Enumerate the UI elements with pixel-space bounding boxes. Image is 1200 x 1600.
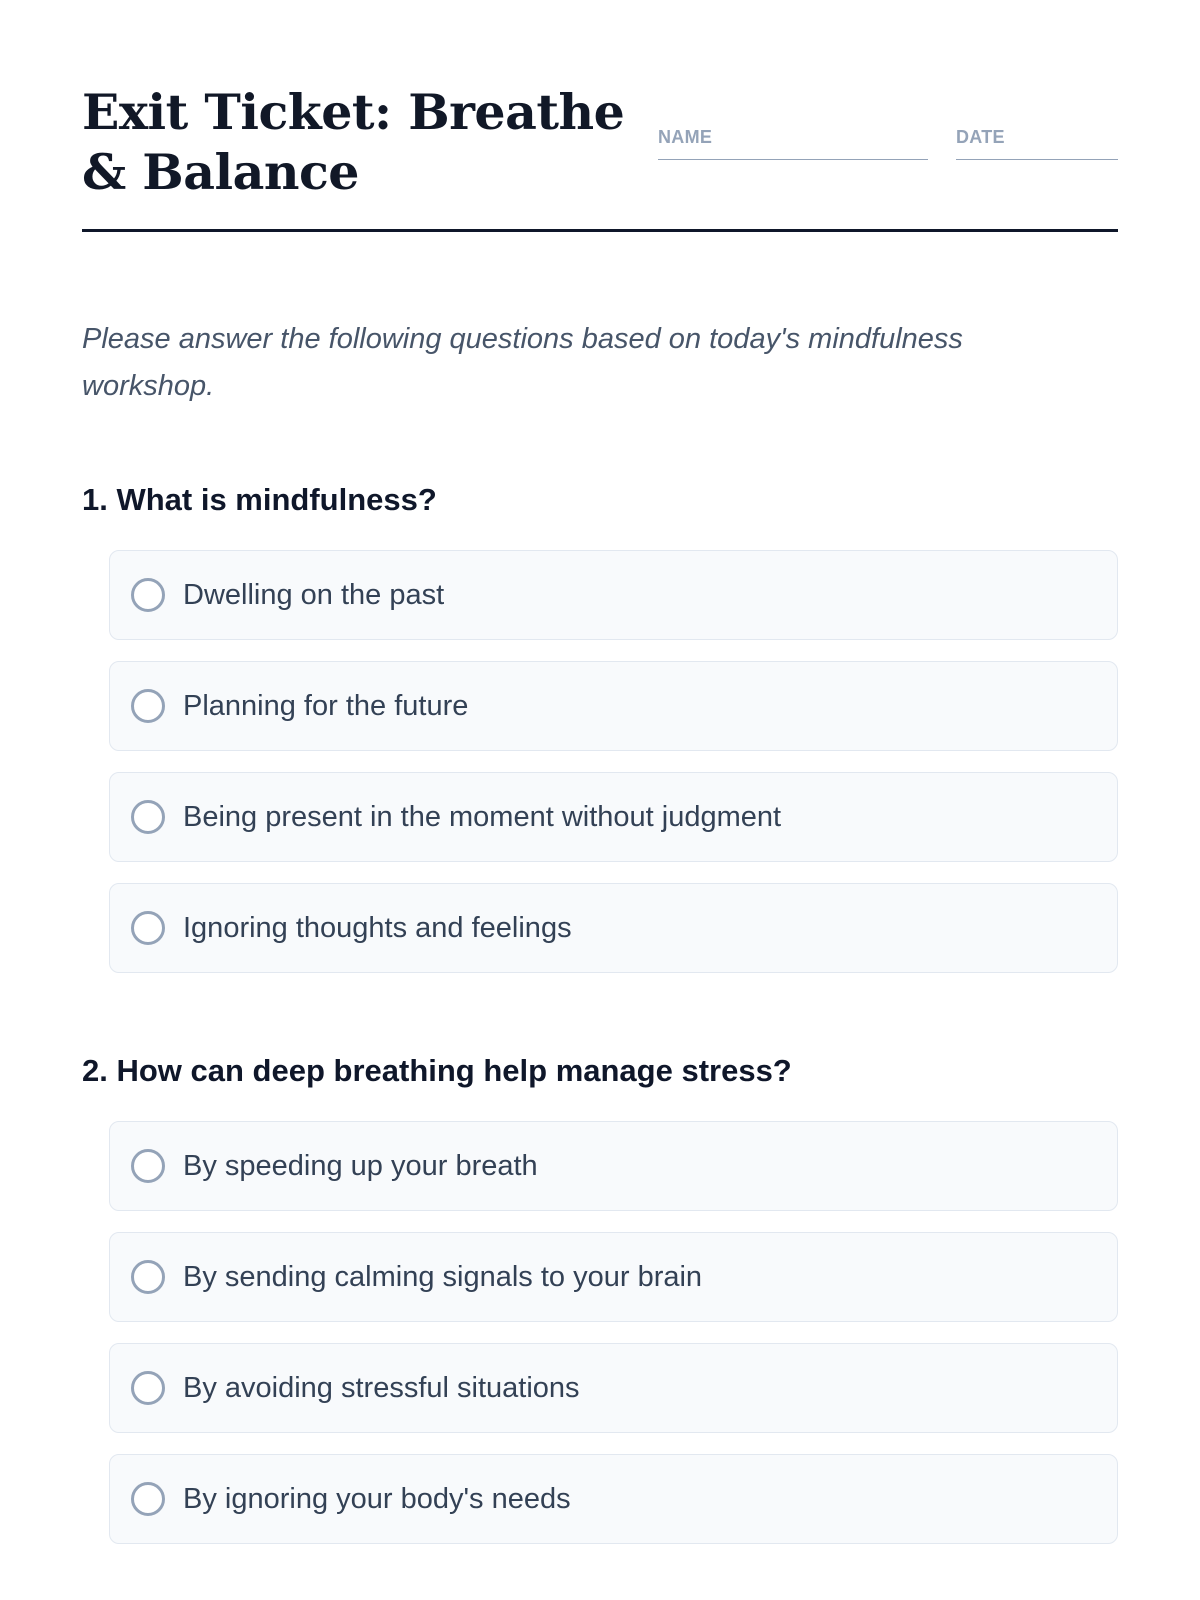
answer-option[interactable] [109, 1232, 1118, 1322]
student-fields [658, 126, 1118, 160]
date-field-label: DATE [956, 127, 1005, 147]
name-field[interactable] [658, 126, 928, 160]
answer-option[interactable] [109, 661, 1118, 751]
radio-icon[interactable] [131, 800, 165, 834]
answer-option-label: By sending calming signals to your brain [183, 1260, 703, 1293]
radio-icon[interactable] [131, 1260, 165, 1294]
answer-option-label: By speeding up your breath [183, 1149, 538, 1182]
answer-option-label: By avoiding stressful situations [183, 1371, 580, 1404]
radio-icon[interactable] [131, 1149, 165, 1183]
answer-option-label: By ignoring your body's needs [183, 1482, 571, 1515]
answer-option[interactable] [109, 883, 1118, 973]
answer-option-label: Being present in the moment without judgment [183, 800, 782, 833]
question-2 [82, 1051, 1118, 1544]
question-2-options [109, 1121, 1118, 1544]
answer-option-label: Dwelling on the past [183, 578, 445, 611]
radio-icon[interactable] [131, 1371, 165, 1405]
name-field-label: NAME [658, 127, 713, 147]
answer-option[interactable] [109, 550, 1118, 640]
answer-option[interactable] [109, 1343, 1118, 1433]
answer-option-label: Ignoring thoughts and feelings [183, 911, 572, 944]
answer-option[interactable] [109, 772, 1118, 862]
question-1 [82, 480, 1118, 973]
radio-icon[interactable] [131, 578, 165, 612]
radio-icon[interactable] [131, 1482, 165, 1516]
answer-option[interactable] [109, 1454, 1118, 1544]
radio-icon[interactable] [131, 911, 165, 945]
question-1-title: 1. What is mindfulness? [82, 482, 437, 517]
radio-icon[interactable] [131, 689, 165, 723]
instructions: Please answer the following questions based on today's mindfulness workshop. [82, 323, 963, 402]
answer-option-label: Planning for the future [183, 689, 469, 722]
question-1-options [109, 550, 1118, 973]
answer-option[interactable] [109, 1121, 1118, 1211]
question-2-title: 2. How can deep breathing help manage stress? [82, 1053, 792, 1088]
date-field[interactable] [956, 126, 1118, 160]
header [82, 0, 1118, 232]
page-title: Exit Ticket: Breathe & Balance [82, 83, 625, 201]
